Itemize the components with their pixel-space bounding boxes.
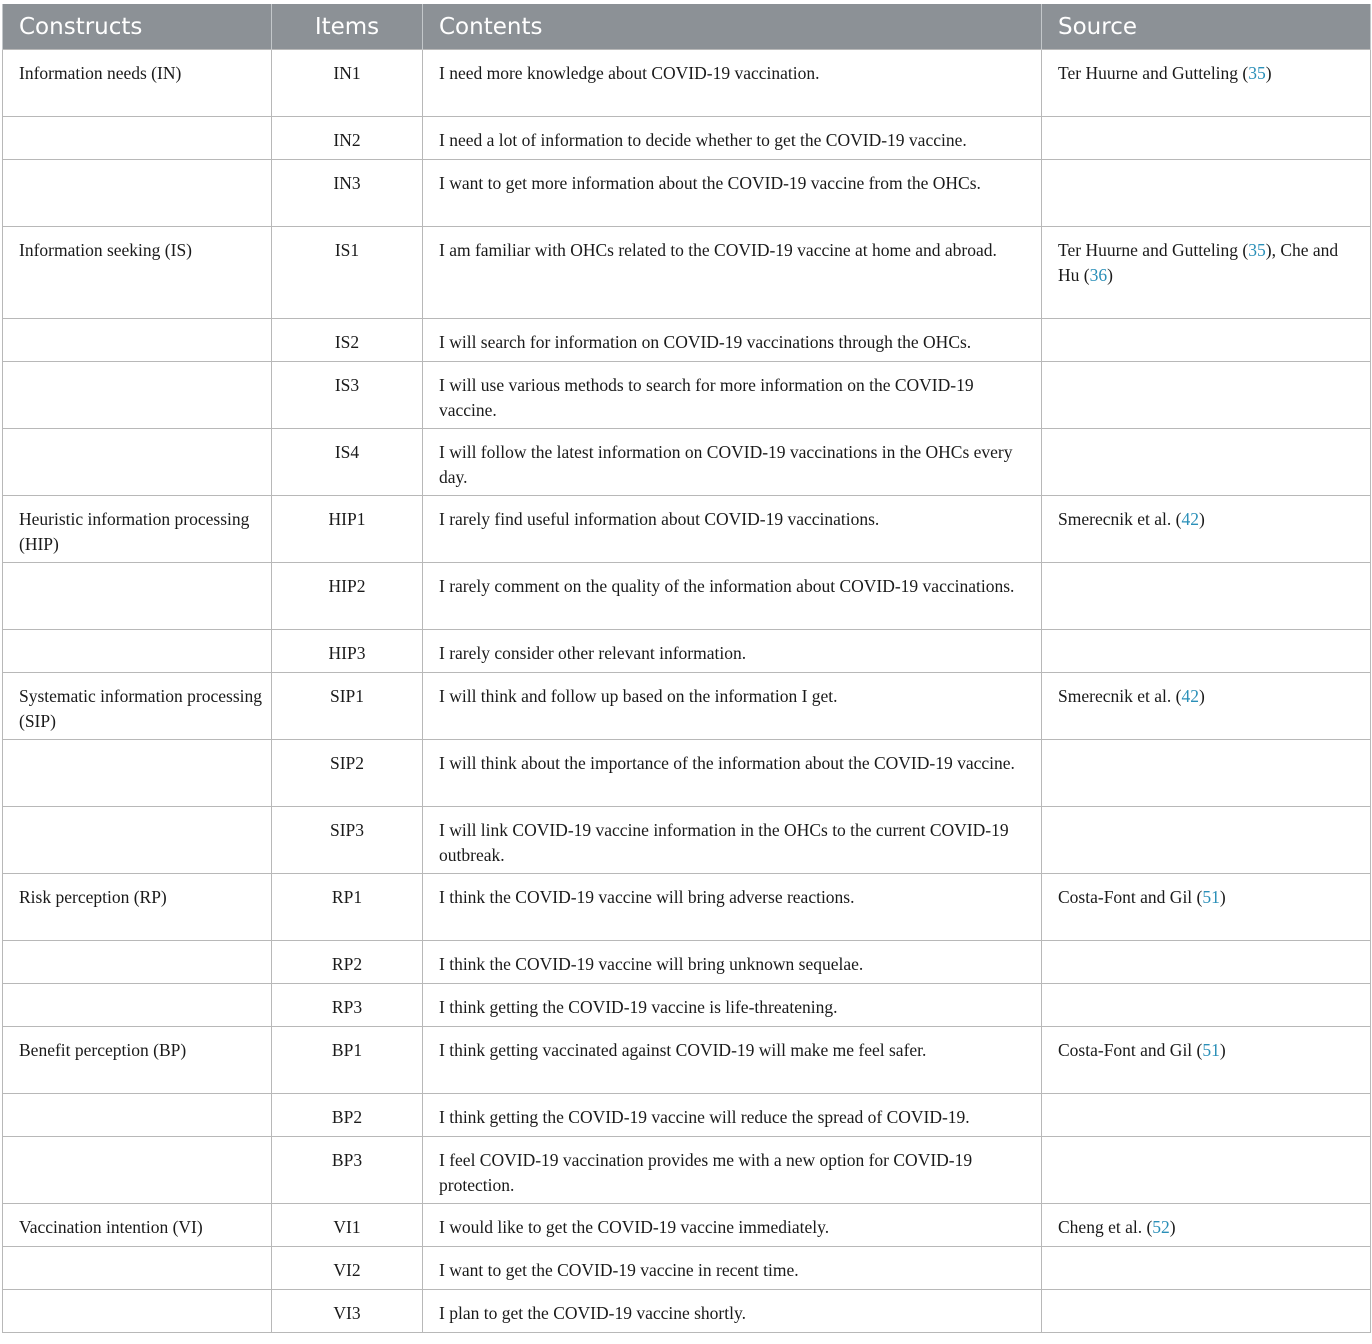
table-row xyxy=(3,496,1371,563)
source-cell xyxy=(1042,50,1371,117)
source-cell xyxy=(1042,1247,1371,1290)
source-cell xyxy=(1042,563,1371,630)
content-cell: I feel COVID-19 vaccination provides me with a new option for COVID-19 protection. xyxy=(423,1137,1042,1204)
reference-link[interactable]: 36 xyxy=(1089,264,1108,285)
source-end: ) xyxy=(1219,1040,1226,1060)
construct-cell: Systematic information processing (SIP) xyxy=(3,673,272,740)
content-cell: I rarely comment on the quality of the information about COVID-19 vaccinations. xyxy=(423,563,1042,630)
item-cell: BP3 xyxy=(272,1137,423,1204)
source-cell xyxy=(1042,807,1371,874)
reference-link[interactable]: 42 xyxy=(1181,509,1199,529)
source-cell xyxy=(1042,941,1371,984)
item-cell: SIP3 xyxy=(272,807,423,874)
table-row xyxy=(3,362,1371,429)
table-row xyxy=(3,1290,1371,1333)
source-mid: ), Che and Hu ( xyxy=(1058,240,1339,285)
source-text: Costa-Font and Gil ( xyxy=(1058,1040,1203,1060)
source-cell xyxy=(1042,319,1371,362)
table-row xyxy=(3,563,1371,630)
content-cell: I will use various methods to search for more information on the COVID-19 vaccine. xyxy=(423,362,1042,429)
table-row xyxy=(3,874,1371,941)
content-cell: I think getting the COVID-19 vaccine will reduce the spread of COVID-19. xyxy=(423,1094,1042,1137)
item-cell: VI1 xyxy=(272,1204,423,1247)
construct-cell: Risk perception (RP) xyxy=(3,874,272,941)
construct-cell xyxy=(3,740,272,807)
content-cell: I will think and follow up based on the information I get. xyxy=(423,673,1042,740)
table-header xyxy=(3,4,1371,50)
source-text: Ter Huurne and Gutteling ( xyxy=(1058,240,1249,260)
content-cell: I plan to get the COVID-19 vaccine shortly. xyxy=(423,1290,1042,1333)
source-cell xyxy=(1042,874,1371,941)
construct-cell xyxy=(3,630,272,673)
table-row xyxy=(3,941,1371,984)
content-cell: I rarely find useful information about COVID-19 vaccinations. xyxy=(423,496,1042,563)
item-cell: SIP1 xyxy=(272,673,423,740)
construct-cell xyxy=(3,429,272,496)
table-row xyxy=(3,740,1371,807)
content-cell: I think getting the COVID-19 vaccine is life-threatening. xyxy=(423,984,1042,1027)
reference-link[interactable]: 51 xyxy=(1202,887,1220,907)
content-cell: I think the COVID-19 vaccine will bring adverse reactions. xyxy=(423,874,1042,941)
item-cell: RP1 xyxy=(272,874,423,941)
table-row xyxy=(3,1247,1371,1290)
source-end: ) xyxy=(1107,264,1113,285)
item-cell: BP2 xyxy=(272,1094,423,1137)
source-cell xyxy=(1042,1094,1371,1137)
source-text: Ter Huurne and Gutteling ( xyxy=(1058,63,1249,83)
content-cell: I am familiar with OHCs related to the COVID-19 vaccine at home and abroad. xyxy=(423,227,1042,319)
reference-link[interactable]: 52 xyxy=(1152,1217,1170,1237)
table-row xyxy=(3,117,1371,160)
construct-cell xyxy=(3,319,272,362)
construct-cell xyxy=(3,984,272,1027)
content-cell: I want to get more information about the COVID-19 vaccine from the OHCs. xyxy=(423,160,1042,227)
construct-cell xyxy=(3,117,272,160)
source-cell xyxy=(1042,630,1371,673)
source-cell xyxy=(1042,227,1371,319)
item-cell: IS3 xyxy=(272,362,423,429)
construct-cell xyxy=(3,160,272,227)
content-cell: I will link COVID-19 vaccine information in the OHCs to the current COVID-19 outbreak. xyxy=(423,807,1042,874)
item-cell: IN3 xyxy=(272,160,423,227)
item-cell: IS1 xyxy=(272,227,423,319)
construct-cell: Heuristic information processing (HIP) xyxy=(3,496,272,563)
item-cell: HIP1 xyxy=(272,496,423,563)
source-end: ) xyxy=(1198,686,1205,706)
content-cell: I need a lot of information to decide whether to get the COVID-19 vaccine. xyxy=(423,117,1042,160)
construct-cell xyxy=(3,362,272,429)
item-cell: VI3 xyxy=(272,1290,423,1333)
construct-cell: Information seeking (IS) xyxy=(3,227,272,319)
source-text: Costa-Font and Gil ( xyxy=(1058,887,1203,907)
construct-cell xyxy=(3,941,272,984)
header-constructs: Constructs xyxy=(3,4,272,50)
header-items: Items xyxy=(272,4,423,50)
source-cell xyxy=(1042,1137,1371,1204)
table-row xyxy=(3,227,1371,319)
table-row xyxy=(3,984,1371,1027)
source-cell xyxy=(1042,362,1371,429)
source-cell xyxy=(1042,1204,1371,1247)
table-row xyxy=(3,630,1371,673)
source-text: Cheng et al. ( xyxy=(1058,1217,1153,1237)
table-row xyxy=(3,319,1371,362)
reference-link[interactable]: 35 xyxy=(1248,240,1266,260)
construct-cell xyxy=(3,1247,272,1290)
construct-cell xyxy=(3,1137,272,1204)
item-cell: RP2 xyxy=(272,941,423,984)
source-text: Smerecnik et al. ( xyxy=(1058,686,1182,706)
table-row xyxy=(3,673,1371,740)
item-cell: SIP2 xyxy=(272,740,423,807)
source-cell xyxy=(1042,740,1371,807)
construct-cell: Benefit perception (BP) xyxy=(3,1027,272,1094)
source-end: ) xyxy=(1169,1217,1176,1237)
item-cell: IN1 xyxy=(272,50,423,117)
content-cell: I will search for information on COVID-19 vaccinations through the OHCs. xyxy=(423,319,1042,362)
table-body xyxy=(3,50,1371,1333)
table-row xyxy=(3,807,1371,874)
source-end: ) xyxy=(1198,509,1205,529)
table-row xyxy=(3,429,1371,496)
item-cell: BP1 xyxy=(272,1027,423,1094)
source-cell xyxy=(1042,160,1371,227)
construct-cell xyxy=(3,563,272,630)
source-cell xyxy=(1042,1290,1371,1333)
reference-link[interactable]: 42 xyxy=(1181,686,1199,706)
construct-cell xyxy=(3,1094,272,1137)
content-cell: I will think about the importance of the information about the COVID-19 vaccine. xyxy=(423,740,1042,807)
content-cell: I rarely consider other relevant information. xyxy=(423,630,1042,673)
item-cell: RP3 xyxy=(272,984,423,1027)
header-source: Source xyxy=(1042,4,1371,50)
item-cell: HIP3 xyxy=(272,630,423,673)
item-cell: IN2 xyxy=(272,117,423,160)
table-row xyxy=(3,1027,1371,1094)
source-text: Smerecnik et al. ( xyxy=(1058,509,1182,529)
source-cell xyxy=(1042,117,1371,160)
item-cell: IS2 xyxy=(272,319,423,362)
item-cell: IS4 xyxy=(272,429,423,496)
reference-link[interactable]: 51 xyxy=(1202,1040,1220,1060)
construct-cell xyxy=(3,807,272,874)
source-cell xyxy=(1042,429,1371,496)
source-cell xyxy=(1042,496,1371,563)
table-row xyxy=(3,1204,1371,1247)
table-row xyxy=(3,160,1371,227)
content-cell: I need more knowledge about COVID-19 vaccination. xyxy=(423,50,1042,117)
construct-cell: Information needs (IN) xyxy=(3,50,272,117)
constructs-table xyxy=(2,4,1371,1333)
source-end: ) xyxy=(1219,887,1226,907)
content-cell: I think the COVID-19 vaccine will bring unknown sequelae. xyxy=(423,941,1042,984)
header-contents: Contents xyxy=(423,4,1042,50)
table-row xyxy=(3,1137,1371,1204)
content-cell: I want to get the COVID-19 vaccine in recent time. xyxy=(423,1247,1042,1290)
table-row xyxy=(3,1094,1371,1137)
source-end: ) xyxy=(1265,63,1272,83)
item-cell: VI2 xyxy=(272,1247,423,1290)
construct-cell xyxy=(3,1290,272,1333)
construct-cell: Vaccination intention (VI) xyxy=(3,1204,272,1247)
content-cell: I will follow the latest information on COVID-19 vaccinations in the OHCs every day. xyxy=(423,429,1042,496)
content-cell: I think getting vaccinated against COVID-19 will make me feel safer. xyxy=(423,1027,1042,1094)
table-row xyxy=(3,50,1371,117)
reference-link[interactable]: 35 xyxy=(1248,63,1266,83)
item-cell: HIP2 xyxy=(272,563,423,630)
source-cell xyxy=(1042,1027,1371,1094)
source-cell xyxy=(1042,673,1371,740)
content-cell: I would like to get the COVID-19 vaccine immediately. xyxy=(423,1204,1042,1247)
source-cell xyxy=(1042,984,1371,1027)
